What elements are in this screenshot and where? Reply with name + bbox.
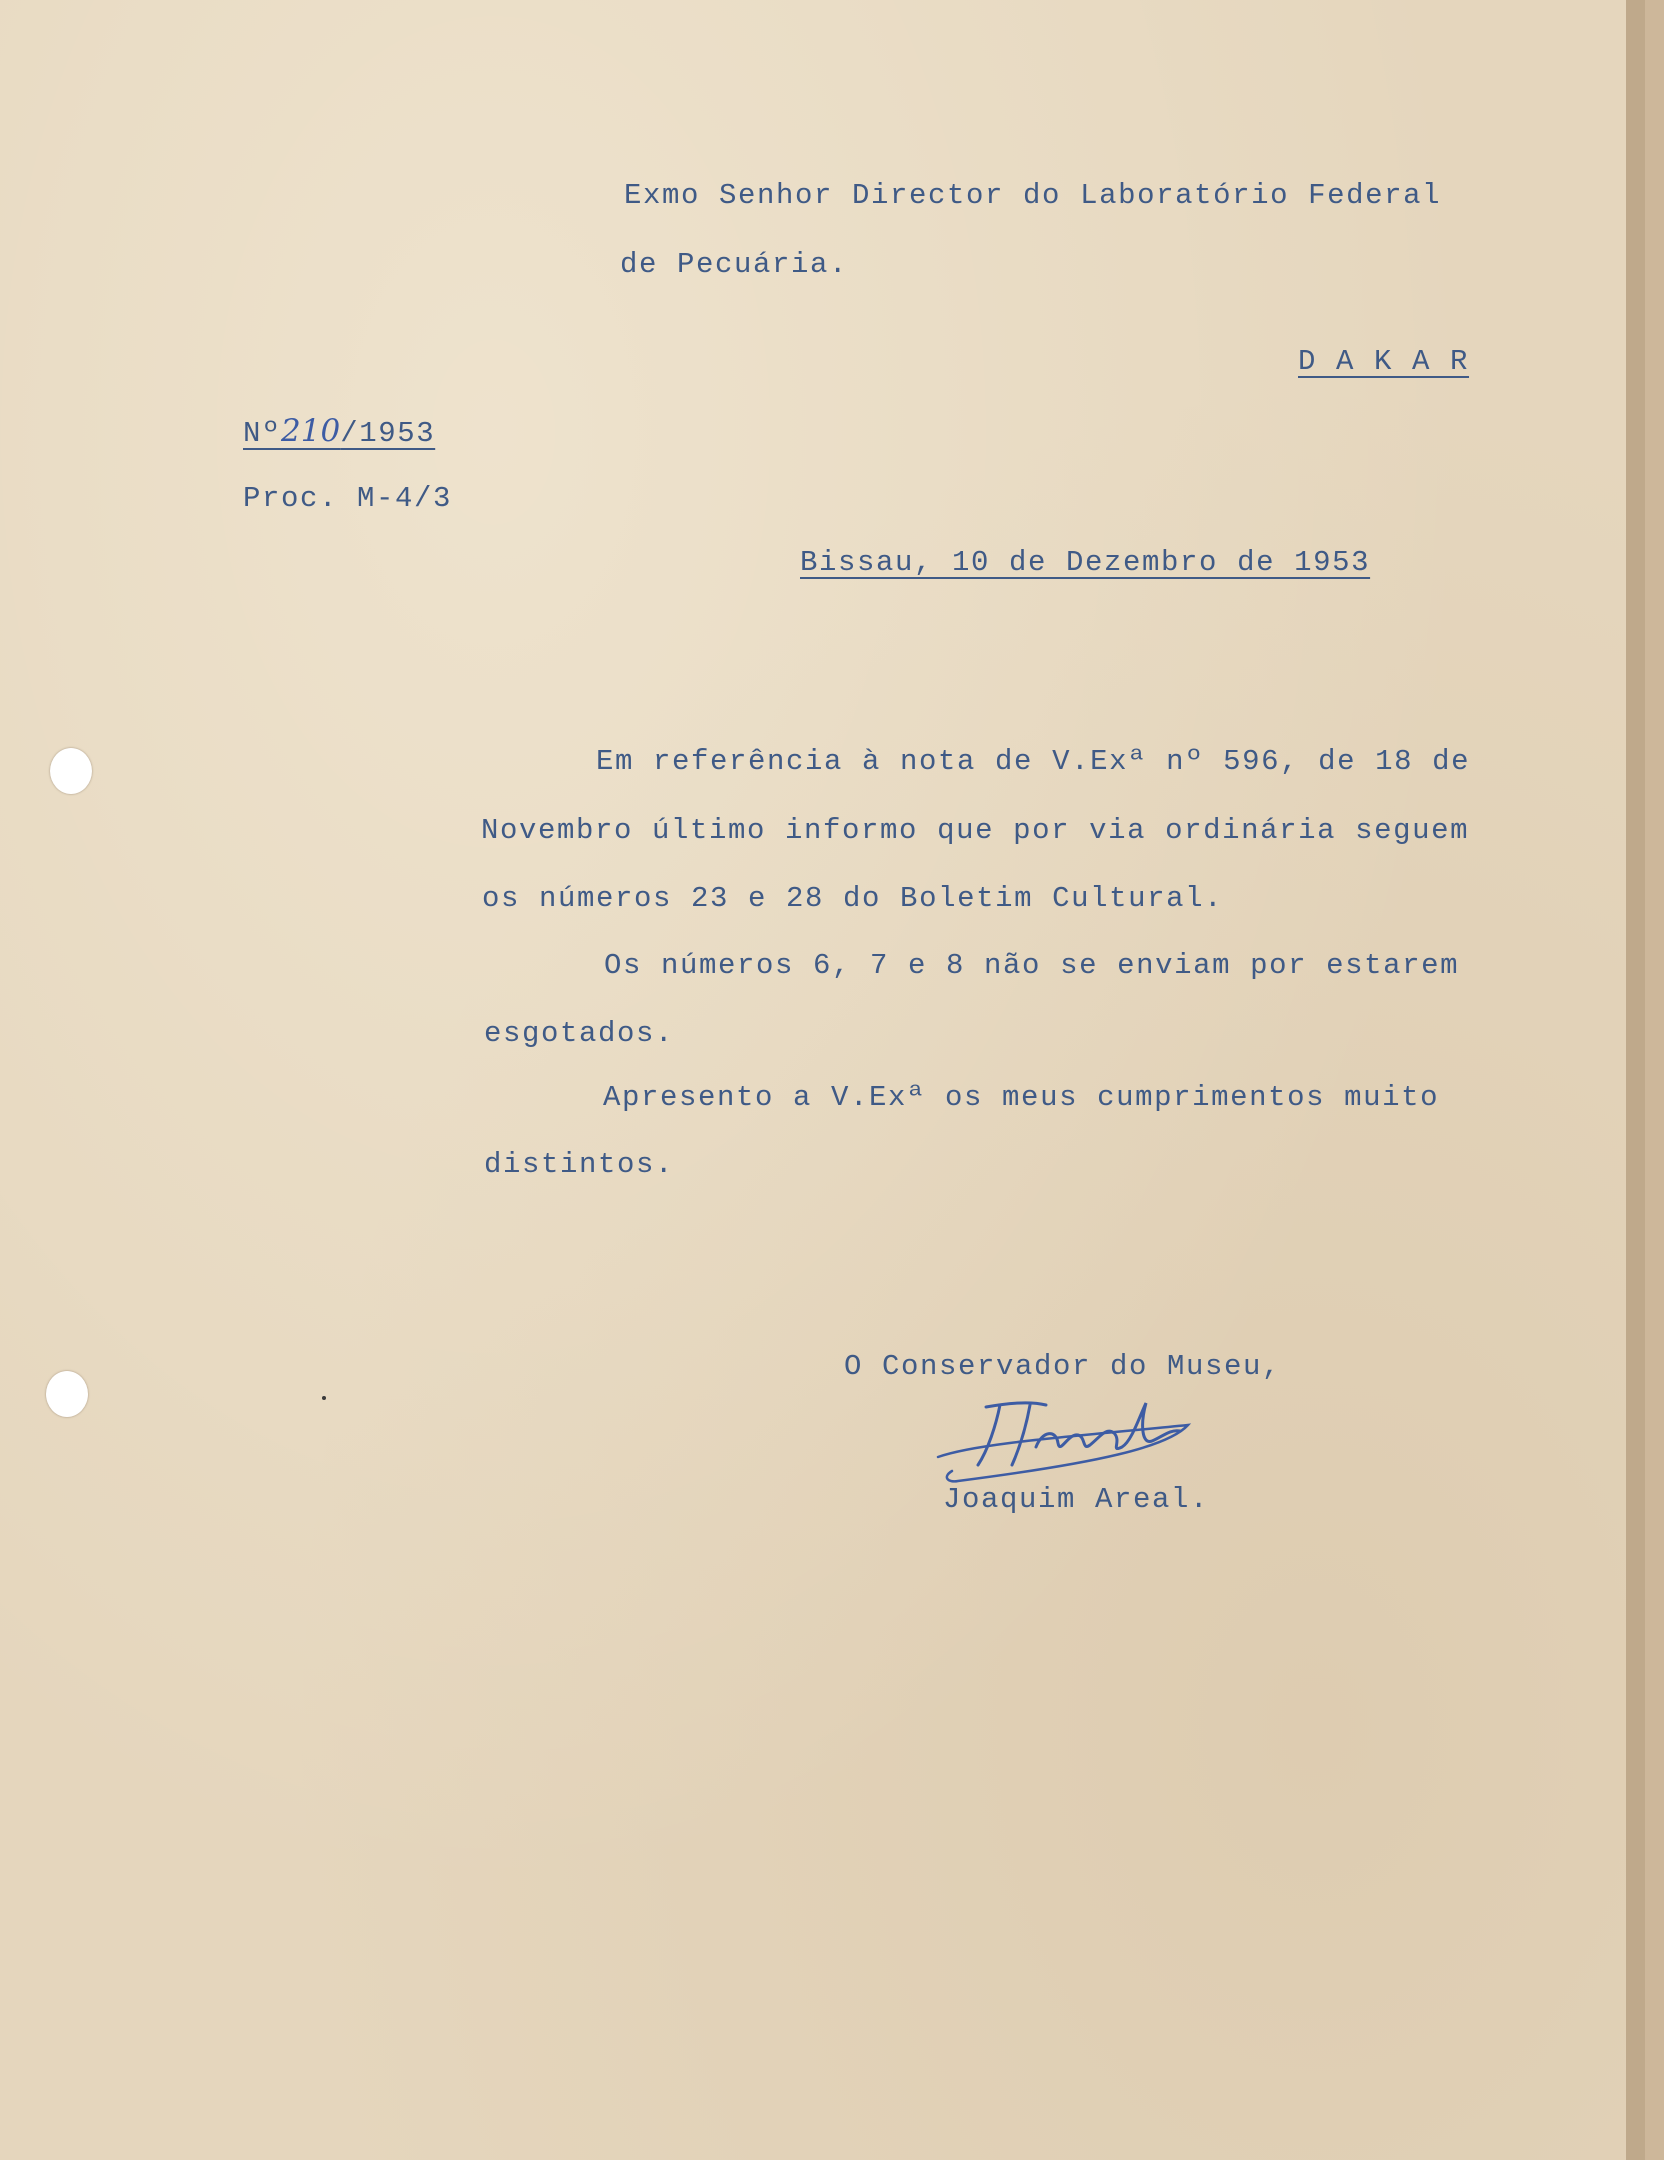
- punch-hole-bottom: [46, 1371, 88, 1417]
- body-paragraph-2-line-1: Os números 6, 7 e 8 não se enviam por estarem: [604, 949, 1460, 982]
- body-paragraph-2-line-2: esgotados.: [484, 1017, 675, 1050]
- paper-edge-shadow: [1626, 0, 1645, 2160]
- process-reference: Proc. M-4/3: [243, 482, 453, 515]
- closing-title: O Conservador do Museu,: [844, 1350, 1282, 1383]
- signatory-name: Joaquim Areal.: [943, 1483, 1210, 1516]
- place-date: Bissau, 10 de Dezembro de 1953: [800, 546, 1371, 579]
- addressee-line-1: Exmo Senhor Director do Laboratório Federal: [624, 179, 1442, 212]
- body-paragraph-3-line-2: distintos.: [484, 1148, 675, 1181]
- reference-number-year: /1953: [340, 417, 436, 450]
- handwritten-signature-icon: [918, 1385, 1218, 1495]
- body-paragraph-3-line-1: Apresento a V.Exª os meus cumprimentos muito: [603, 1081, 1440, 1114]
- ink-speck: [322, 1396, 326, 1400]
- body-paragraph-1-line-3: os números 23 e 28 do Boletim Cultural.: [482, 882, 1224, 915]
- reference-number-prefix: Nº: [243, 417, 282, 450]
- reference-number-handwritten: 210: [281, 413, 341, 449]
- body-paragraph-1-line-2: Novembro último informo que por via ordinária seguem: [481, 814, 1470, 847]
- punch-hole-top: [50, 748, 92, 794]
- addressee-line-2: de Pecuária.: [620, 248, 849, 281]
- addressee-city: D A K A R: [1298, 345, 1470, 378]
- body-paragraph-1-line-1: Em referência à nota de V.Exª nº 596, de 18 de: [596, 745, 1471, 778]
- reference-number: [243, 413, 436, 450]
